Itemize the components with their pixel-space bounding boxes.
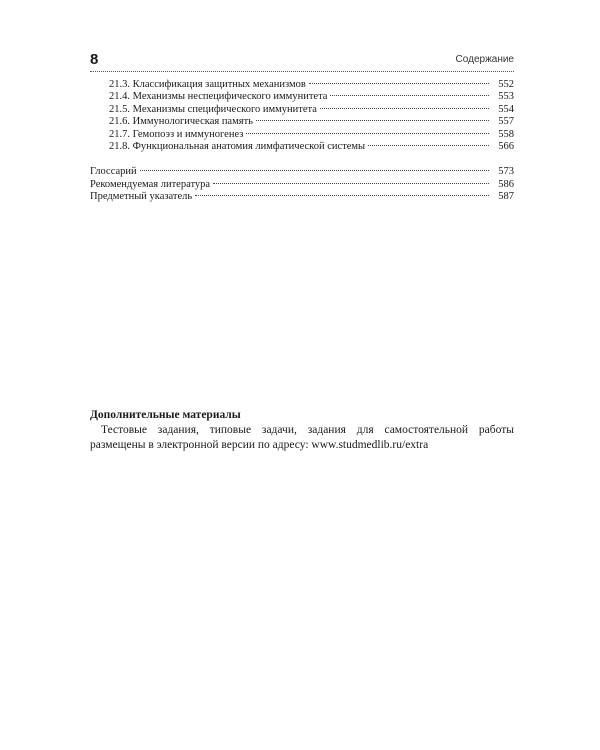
toc-entry-title: 21.3. Классификация защитных механизмов [109, 79, 306, 90]
toc-entry-title: 21.8. Функциональная анатомия лимфатической системы [109, 141, 366, 153]
toc-entry-title: Глоссарий [90, 166, 137, 178]
additional-materials-heading: Дополнительные материалы [90, 409, 241, 421]
toc-entry-21-5[interactable] [90, 104, 514, 116]
additional-materials [90, 408, 514, 453]
toc-entry-page: 554 [498, 103, 514, 115]
toc-entry-page: 566 [498, 141, 514, 153]
table-of-contents [90, 79, 514, 204]
page-header [90, 52, 514, 70]
toc-entry-title: Предметный указатель [90, 191, 193, 203]
dot-leader [246, 133, 489, 134]
toc-entry-page: 587 [498, 191, 514, 203]
dot-leader [256, 120, 489, 121]
toc-entry-page: 586 [498, 178, 514, 190]
toc-entry-recommended-literature[interactable] [90, 179, 514, 191]
toc-entry-21-3[interactable] [90, 79, 514, 91]
toc-entry-title: 21.6. Иммунологическая память [109, 116, 253, 128]
toc-entry-title: 21.7. Гемопоэз и иммуногенез [109, 128, 244, 140]
toc-entry-page: 552 [498, 79, 514, 90]
dot-leader [368, 145, 489, 146]
toc-entry-subject-index[interactable] [90, 191, 514, 203]
dot-leader [195, 195, 489, 196]
toc-entry-glossary[interactable] [90, 166, 514, 178]
toc-entry-title: 21.5. Механизмы специфического иммунитета [109, 103, 317, 115]
header-dotted-rule [90, 71, 514, 72]
toc-entry-21-8[interactable] [90, 141, 514, 153]
toc-entry-21-6[interactable] [90, 116, 514, 128]
toc-entry-title: 21.4. Механизмы неспецифического иммунитета [109, 91, 328, 103]
running-section-title: Содержание [455, 54, 514, 65]
dot-leader [330, 95, 489, 96]
dot-leader [213, 183, 489, 184]
toc-entry-21-4[interactable] [90, 91, 514, 103]
dot-leader [309, 83, 489, 84]
toc-entry-page: 553 [498, 91, 514, 103]
toc-entry-page: 558 [498, 128, 514, 140]
page-number: 8 [90, 51, 99, 68]
dot-leader [140, 170, 489, 171]
toc-entry-title: Рекомендуемая литература [90, 178, 211, 190]
toc-entry-page: 557 [498, 116, 514, 128]
toc-entry-21-7[interactable] [90, 129, 514, 141]
additional-materials-text: Тестовые задания, типовые задачи, задания для самостоятельной работы размещены в электронной версии по адресу: www.studmedlib.ru/extra [90, 424, 514, 451]
dot-leader [320, 108, 489, 109]
toc-entry-page: 573 [498, 166, 514, 178]
